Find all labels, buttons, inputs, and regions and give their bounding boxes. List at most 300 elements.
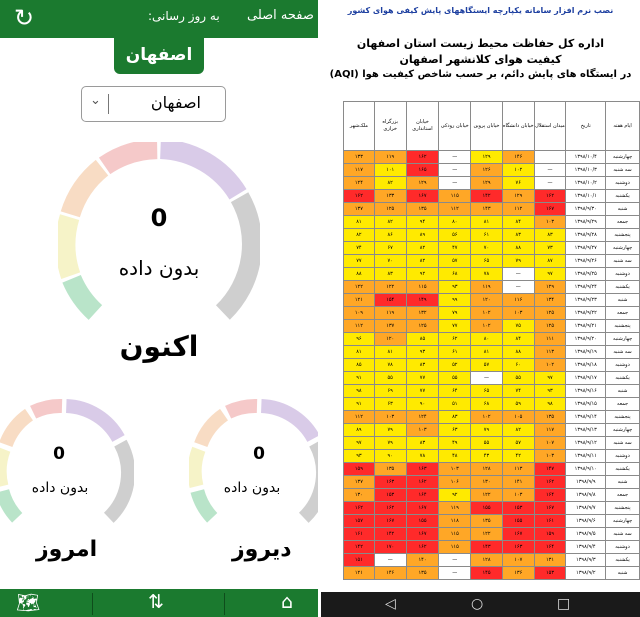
aqi-cell: ۷۹: [439, 307, 471, 320]
aqi-cell: ۱۱۲: [344, 411, 375, 424]
aqi-cell: ۷۰: [471, 242, 503, 255]
aqi-cell: ۸۳: [534, 229, 566, 242]
aqi-cell: ۱۳۵: [406, 567, 439, 580]
aqi-cell: ۹۶: [344, 333, 375, 346]
date-cell: ۱۳۹۸/۹/۲: [566, 567, 606, 580]
now-label: اکنون: [119, 330, 199, 363]
table-header-cell: بزرگراه خرازی: [374, 102, 406, 151]
table-row: [344, 372, 640, 385]
aqi-cell: ۱۱۹: [471, 281, 503, 294]
date-cell: ۱۳۹۸/۹/۲۹: [566, 216, 606, 229]
aqi-cell: ۱۶۱: [344, 528, 375, 541]
aqi-cell: ۷۹: [374, 437, 406, 450]
date-cell: ۱۳۹۸/۹/۹: [566, 476, 606, 489]
date-cell: ۱۳۹۸/۹/۱۹: [566, 346, 606, 359]
day-cell: شنبه: [606, 567, 640, 580]
aqi-cell: ۸۱: [471, 346, 503, 359]
aqi-cell: ۶۳: [439, 424, 471, 437]
aqi-cell: —: [534, 164, 566, 177]
main-aqi-status: بدون داده: [118, 256, 200, 280]
aqi-cell: ۱۶۲: [374, 502, 406, 515]
day-cell: یکشنبه: [606, 190, 640, 203]
date-cell: ۱۳۹۸/۹/۳: [566, 554, 606, 567]
bottom-navigation: [0, 589, 318, 617]
table-row: [344, 398, 640, 411]
home-link[interactable]: صفحه اصلی: [247, 8, 314, 23]
aqi-cell: ۸۴: [502, 216, 534, 229]
aqi-cell: ۱۳۳: [344, 151, 375, 164]
aqi-cell: ۱۶۱: [534, 515, 566, 528]
aqi-cell: ۷۷: [344, 255, 375, 268]
aqi-cell: ۱۵۳: [374, 489, 406, 502]
aqi-cell: ۱۲۹: [502, 190, 534, 203]
aqi-cell: ۸۱: [471, 216, 503, 229]
table-row: [344, 307, 640, 320]
aqi-cell: ۱۱۵: [406, 281, 439, 294]
aqi-cell: ۱۱۳: [502, 463, 534, 476]
aqi-cell: ۵۷: [439, 255, 471, 268]
aqi-cell: ۹۲: [439, 489, 471, 502]
aqi-cell: ۱۰۷: [534, 437, 566, 450]
aqi-cell: ۱۶۲: [534, 190, 566, 203]
aqi-cell: ۱۵۹: [344, 463, 375, 476]
aqi-cell: ۱۶۷: [406, 528, 439, 541]
aqi-cell: ۱۶۴: [534, 489, 566, 502]
city-tab[interactable]: اصفهان: [114, 38, 204, 74]
aqi-cell: ۷۸: [471, 268, 503, 281]
aqi-cell: ۱۱۸: [439, 515, 471, 528]
aqi-cell: ۱۰۵: [502, 411, 534, 424]
dropdown-divider: [108, 94, 109, 114]
aqi-cell: ۶۹: [374, 385, 406, 398]
aqi-cell: ۱۶۳: [406, 463, 439, 476]
aqi-cell: ۱۱۹: [439, 502, 471, 515]
aqi-cell: ۱۶۲: [406, 476, 439, 489]
aqi-cell: ۱۲۸: [471, 463, 503, 476]
aqi-cell: ۸۵: [344, 359, 375, 372]
aqi-cell: ۷۸: [406, 450, 439, 463]
table-row: [344, 411, 640, 424]
day-cell: پنجشنبه: [606, 229, 640, 242]
date-cell: ۱۳۹۸/۹/۳۰: [566, 203, 606, 216]
aqi-cell: ۸۱: [374, 346, 406, 359]
aqi-cell: ۸۲: [374, 177, 406, 190]
yesterday-aqi-status: بدون داده: [223, 480, 281, 496]
aqi-cell: ۸۸: [502, 242, 534, 255]
table-row: [344, 177, 640, 190]
aqi-cell: ۱۱۹: [374, 151, 406, 164]
aqi-cell: ۱۶۲: [344, 502, 375, 515]
aqi-cell: ۷۷: [406, 385, 439, 398]
aqi-cell: ۹۰: [406, 398, 439, 411]
date-cell: ۱۳۹۸/۹/۱۲: [566, 437, 606, 450]
gauge-segment-unhealthy: [228, 406, 257, 412]
aqi-cell: ۱۳۵: [534, 411, 566, 424]
aqi-cell: ۱۴۱: [502, 476, 534, 489]
aqi-cell: ۹۰: [374, 450, 406, 463]
aqi-cell: ۱۰۲: [471, 307, 503, 320]
aqi-cell: ۱۲۰: [471, 294, 503, 307]
yesterday-aqi-value: 0: [253, 444, 265, 464]
aqi-cell: ۸۳: [406, 437, 439, 450]
day-cell: سه شنبه: [606, 437, 640, 450]
aqi-cell: ۱۶۷: [374, 515, 406, 528]
recents-icon[interactable]: □: [557, 596, 571, 612]
aqi-cell: ۹۳: [406, 346, 439, 359]
date-cell: ۱۳۹۸/۹/۲۴: [566, 281, 606, 294]
aqi-cell: ۷۶: [502, 177, 534, 190]
aqi-cell: ۱۶۷: [406, 502, 439, 515]
aqi-cell: ۸۵: [406, 333, 439, 346]
aqi-cell: ۱۵۵: [471, 502, 503, 515]
install-note: نصب نرم افزار سامانه یکپارچه ایستگاههای پایش کیفی هوای کشور: [347, 6, 614, 15]
day-cell: دوشنبه: [606, 541, 640, 554]
date-cell: ۱۳۹۸/۹/۱۰: [566, 463, 606, 476]
aqi-cell: ۱۳۰: [344, 489, 375, 502]
table-row: [344, 424, 640, 437]
aqi-cell: ۱۳۷: [374, 320, 406, 333]
report-title-city: کیفیت هوای کلانشهر اصفهان: [399, 53, 562, 66]
date-cell: ۱۳۹۸/۹/۴: [566, 541, 606, 554]
table-row: [344, 346, 640, 359]
aqi-cell: ۱۱۶: [502, 294, 534, 307]
aqi-cell: ۱۶۴: [534, 541, 566, 554]
table-header-cell: ملک‌شهر: [344, 102, 375, 151]
aqi-cell: ۱۲۲: [374, 281, 406, 294]
aqi-cell: ۱۵۵: [406, 515, 439, 528]
date-cell: ۱۳۹۸/۹/۲۸: [566, 229, 606, 242]
day-cell: شنبه: [606, 203, 640, 216]
aqi-cell: —: [439, 151, 471, 164]
aqi-cell: ۸۰: [439, 216, 471, 229]
day-cell: جمعه: [606, 216, 640, 229]
date-cell: ۱۳۹۸/۹/۱۸: [566, 359, 606, 372]
home-icon[interactable]: ⌂: [281, 591, 294, 613]
table-row: [344, 437, 640, 450]
aqi-cell: ۱۶۷: [406, 190, 439, 203]
date-cell: ۱۳۹۸/۱۰/۴: [566, 151, 606, 164]
aqi-cell: ۱۳۷: [344, 203, 375, 216]
aqi-cell: ۱۰۳: [502, 307, 534, 320]
aqi-cell: ۸۶: [374, 229, 406, 242]
aqi-cell: ۶۴: [439, 385, 471, 398]
yesterday-label: دیروز: [232, 537, 292, 562]
aqi-cell: —: [439, 177, 471, 190]
aqi-cell: ۹۳: [344, 450, 375, 463]
aqi-cell: ۱۳۴: [534, 294, 566, 307]
aqi-cell: ۸۸: [502, 346, 534, 359]
aqi-cell: ۵۵: [471, 437, 503, 450]
aqi-cell: ۱۵۱: [344, 554, 375, 567]
aqi-cell: ۱۲۵: [534, 307, 566, 320]
day-cell: دوشنبه: [606, 359, 640, 372]
table-row: [344, 320, 640, 333]
aqi-cell: ۵۵: [439, 372, 471, 385]
aqi-cell: ۱۲۲: [471, 489, 503, 502]
aqi-cell: —: [439, 164, 471, 177]
app-top-bar: [0, 0, 318, 38]
day-cell: شنبه: [606, 385, 640, 398]
gauge-segment-usg: [201, 415, 224, 445]
table-row: [344, 164, 640, 177]
aqi-cell: ۱۲۶: [471, 164, 503, 177]
aqi-cell: ۸۷: [534, 255, 566, 268]
day-cell: جمعه: [606, 307, 640, 320]
aqi-cell: ۱۴۲: [374, 528, 406, 541]
aqi-cell: ۱۲۹: [471, 177, 503, 190]
aqi-cell: ۸۴: [502, 333, 534, 346]
table-row: [344, 203, 640, 216]
aqi-cell: ۱۴۳: [471, 203, 503, 216]
aqi-cell: ۱۰۲: [471, 411, 503, 424]
aqi-cell: —: [471, 372, 503, 385]
date-cell: ۱۳۹۸/۹/۷: [566, 502, 606, 515]
aqi-cell: ۱۱۹: [374, 307, 406, 320]
aqi-cell: ۱۰۷: [502, 554, 534, 567]
aqi-cell: ۱۰۳: [534, 216, 566, 229]
aqi-cell: ۱۱۱: [534, 333, 566, 346]
table-row: [344, 515, 640, 528]
aqi-cell: ۱۵۹: [534, 528, 566, 541]
aqi-cell: ۸۲: [406, 255, 439, 268]
table-header-cell: خیابان استانداری: [406, 102, 439, 151]
aqi-cell: ۱۶۲: [534, 476, 566, 489]
gauge-segment-very-unhealthy: [66, 406, 118, 439]
aqi-cell: ۹۴: [406, 216, 439, 229]
aqi-cell: ۱۶۷: [534, 203, 566, 216]
aqi-cell: ۱۴۲: [344, 541, 375, 554]
aqi-cell: ۱۱۲: [344, 320, 375, 333]
aqi-cell: ۶۸: [471, 398, 503, 411]
aqi-cell: ۸۱: [344, 346, 375, 359]
aqi-cell: ۱۴۲: [471, 190, 503, 203]
aqi-cell: ۸۸: [344, 268, 375, 281]
aqi-cell: —: [502, 268, 534, 281]
aqi-cell: ۷۳: [534, 242, 566, 255]
aqi-cell: ۹۱: [344, 372, 375, 385]
date-cell: ۱۳۹۸/۹/۱۷: [566, 372, 606, 385]
gauge-segment-hazardous: [223, 197, 252, 312]
aqi-cell: ۸۲: [374, 216, 406, 229]
table-header-cell: میدان استقلال: [534, 102, 566, 151]
aqi-cell: ۹۳: [439, 281, 471, 294]
aqi-cell: ۱۱۵: [439, 190, 471, 203]
aqi-cell: ۸۲: [502, 424, 534, 437]
aqi-cell: ۷۸: [374, 359, 406, 372]
table-row: [344, 385, 640, 398]
aqi-table: [343, 101, 640, 580]
day-cell: جمعه: [606, 489, 640, 502]
gauge-segment-moderate: [0, 449, 4, 486]
aqi-cell: ۱۲۲: [344, 281, 375, 294]
aqi-cell: ۸۲: [344, 229, 375, 242]
aqi-cell: ۱۱۳: [534, 346, 566, 359]
aqi-cell: ۱۵۳: [502, 502, 534, 515]
aqi-cell: ۹۸: [344, 385, 375, 398]
back-icon[interactable]: ◁: [385, 596, 396, 612]
table-row: [344, 541, 640, 554]
aqi-cell: ۹۲: [406, 268, 439, 281]
aqi-cell: ۱۲۱: [344, 294, 375, 307]
aqi-cell: ۱۰۶: [439, 476, 471, 489]
air-quality-app-screen: [0, 0, 318, 617]
date-cell: ۱۳۹۸/۱۰/۲: [566, 177, 606, 190]
aqi-cell: ۵۶: [439, 229, 471, 242]
city-dropdown-value: اصفهان: [150, 93, 201, 112]
aqi-cell: ۱۰۳: [439, 463, 471, 476]
aqi-cell: ۱۳۰: [471, 476, 503, 489]
aqi-cell: ۱۱۲: [502, 203, 534, 216]
aqi-cell: ۸۹: [406, 229, 439, 242]
aqi-cell: ۱۲۲: [471, 528, 503, 541]
gauge-segment-very-unhealthy: [161, 149, 239, 194]
aqi-cell: ۱۰۳: [534, 450, 566, 463]
day-cell: یکشنبه: [606, 281, 640, 294]
aqi-cell: ۴۷: [439, 242, 471, 255]
refresh-icon[interactable]: ↻: [14, 4, 35, 32]
sort-icon[interactable]: ⇅: [148, 591, 164, 613]
aqi-cell: ۶۵: [471, 255, 503, 268]
date-cell: ۱۳۹۸/۹/۲۶: [566, 255, 606, 268]
table-header-cell: خیابان رودکی: [439, 102, 471, 151]
date-cell: ۱۳۹۸/۹/۲۵: [566, 268, 606, 281]
aqi-cell: ۱۵۵: [502, 515, 534, 528]
aqi-cell: ۹۹: [439, 294, 471, 307]
table-row: [344, 476, 640, 489]
aqi-cell: ۹۳: [534, 385, 566, 398]
aqi-cell: ۱۵۴: [374, 294, 406, 307]
aqi-cell: ۱۶۷: [502, 528, 534, 541]
aqi-cell: —: [374, 554, 406, 567]
date-cell: ۱۳۹۸/۹/۱۱: [566, 450, 606, 463]
day-cell: چهارشنبه: [606, 333, 640, 346]
day-cell: پنجشنبه: [606, 320, 640, 333]
aqi-cell: ۷۷: [406, 372, 439, 385]
aqi-cell: ۶۸: [439, 268, 471, 281]
aqi-cell: ۶۱: [439, 346, 471, 359]
table-header-cell: تاریخ: [566, 102, 606, 151]
aqi-cell: ۱۱۷: [344, 164, 375, 177]
aqi-cell: ۱۲۱: [344, 567, 375, 580]
main-aqi-gauge: [58, 142, 260, 322]
gauge-segment-usg: [70, 168, 102, 215]
home-circle-icon[interactable]: ○: [471, 596, 484, 612]
aqi-cell: ۵۷: [471, 359, 503, 372]
day-cell: چهارشنبه: [606, 151, 640, 164]
aqi-cell: ۱۴۶: [502, 151, 534, 164]
aqi-cell: ۸۰: [471, 333, 503, 346]
aqi-cell: ۹۷: [344, 437, 375, 450]
day-cell: یکشنبه: [606, 463, 640, 476]
table-row: [344, 281, 640, 294]
aqi-cell: ۷۷: [439, 320, 471, 333]
table-header-cell: ایام هفته: [606, 102, 640, 151]
table-row: [344, 333, 640, 346]
aqi-cell: ۶۲: [439, 333, 471, 346]
main-aqi-value: 0: [150, 204, 168, 232]
aqi-cell: —: [502, 281, 534, 294]
aqi-cell: ۷۵: [502, 320, 534, 333]
aqi-cell: ۱۰۲: [471, 320, 503, 333]
city-dropdown[interactable]: [81, 86, 226, 122]
aqi-cell: ۱۶۴: [406, 489, 439, 502]
day-cell: شنبه: [606, 294, 640, 307]
day-cell: پنجشنبه: [606, 411, 640, 424]
date-cell: ۱۳۹۸/۹/۲۲: [566, 307, 606, 320]
day-cell: چهارشنبه: [606, 424, 640, 437]
aqi-cell: ۱۲۵: [534, 320, 566, 333]
table-header-cell: خیابان دانشگاه: [502, 102, 534, 151]
aqi-cell: ۱۳۱: [534, 554, 566, 567]
table-row: [344, 502, 640, 515]
aqi-cell: ۹۸: [534, 398, 566, 411]
aqi-cell: ۱۳۶: [502, 567, 534, 580]
aqi-cell: ۱۳۷: [344, 476, 375, 489]
gauge-segment-unhealthy: [105, 149, 158, 166]
aqi-cell: ۱۲۴: [344, 177, 375, 190]
aqi-cell: ۷۴: [344, 242, 375, 255]
aqi-cell: ۱۴۹: [406, 294, 439, 307]
nav-divider: [224, 593, 225, 615]
table-row: [344, 294, 640, 307]
table-row: [344, 359, 640, 372]
report-title-desc: در ایستگاه های پایش دائم، بر حسب شاخص کیفیت هوا (AQI): [329, 69, 632, 80]
date-cell: ۱۳۹۸/۹/۸: [566, 489, 606, 502]
day-cell: دوشنبه: [606, 450, 640, 463]
gauge-segment-unhealthy: [33, 406, 62, 412]
day-cell: یکشنبه: [606, 372, 640, 385]
aqi-cell: ۱۷۰: [374, 541, 406, 554]
report-title-org: اداره کل حفاظت محیط زیست استان اصفهان: [356, 37, 605, 50]
aqi-cell: ۱۳۳: [374, 190, 406, 203]
aqi-cell: ۸۳: [439, 411, 471, 424]
aqi-cell: —: [439, 554, 471, 567]
aqi-cell: —: [439, 567, 471, 580]
aqi-cell: ۱۶۳: [374, 476, 406, 489]
aqi-cell: ۹۱: [344, 398, 375, 411]
aqi-cell: ۴۹: [439, 437, 471, 450]
aqi-cell: ۱۴۵: [471, 567, 503, 580]
date-cell: ۱۳۹۸/۹/۱۴: [566, 411, 606, 424]
aqi-cell: ۱۰۲: [502, 164, 534, 177]
aqi-cell: ۱۲۴: [406, 411, 439, 424]
table-header-cell: خیابان پروین: [471, 102, 503, 151]
table-row: [344, 190, 640, 203]
table-row: [344, 255, 640, 268]
aqi-cell: ۶۰: [502, 359, 534, 372]
aqi-cell: ۱۵۳: [534, 567, 566, 580]
day-cell: چهارشنبه: [606, 242, 640, 255]
aqi-cell: ۱۱۵: [439, 541, 471, 554]
aqi-cell: ۱۳۵: [374, 463, 406, 476]
map-icon[interactable]: 🗺: [16, 592, 41, 614]
aqi-cell: ۱۰۹: [344, 307, 375, 320]
date-cell: ۱۳۹۸/۹/۶: [566, 515, 606, 528]
aqi-cell: ۸۹: [344, 424, 375, 437]
table-row: [344, 450, 640, 463]
aqi-cell: ۵۵: [374, 372, 406, 385]
gauge-segment-good: [72, 279, 96, 313]
aqi-cell: ۴۲: [502, 450, 534, 463]
table-row: [344, 567, 640, 580]
date-cell: ۱۳۹۸/۹/۲۱: [566, 320, 606, 333]
day-cell: سه شنبه: [606, 255, 640, 268]
aqi-cell: ۱۲۵: [374, 203, 406, 216]
today-aqi-value: 0: [53, 444, 65, 464]
aqi-cell: ۱۳۵: [406, 203, 439, 216]
day-cell: شنبه: [606, 476, 640, 489]
aqi-cell: ۵۵: [502, 372, 534, 385]
